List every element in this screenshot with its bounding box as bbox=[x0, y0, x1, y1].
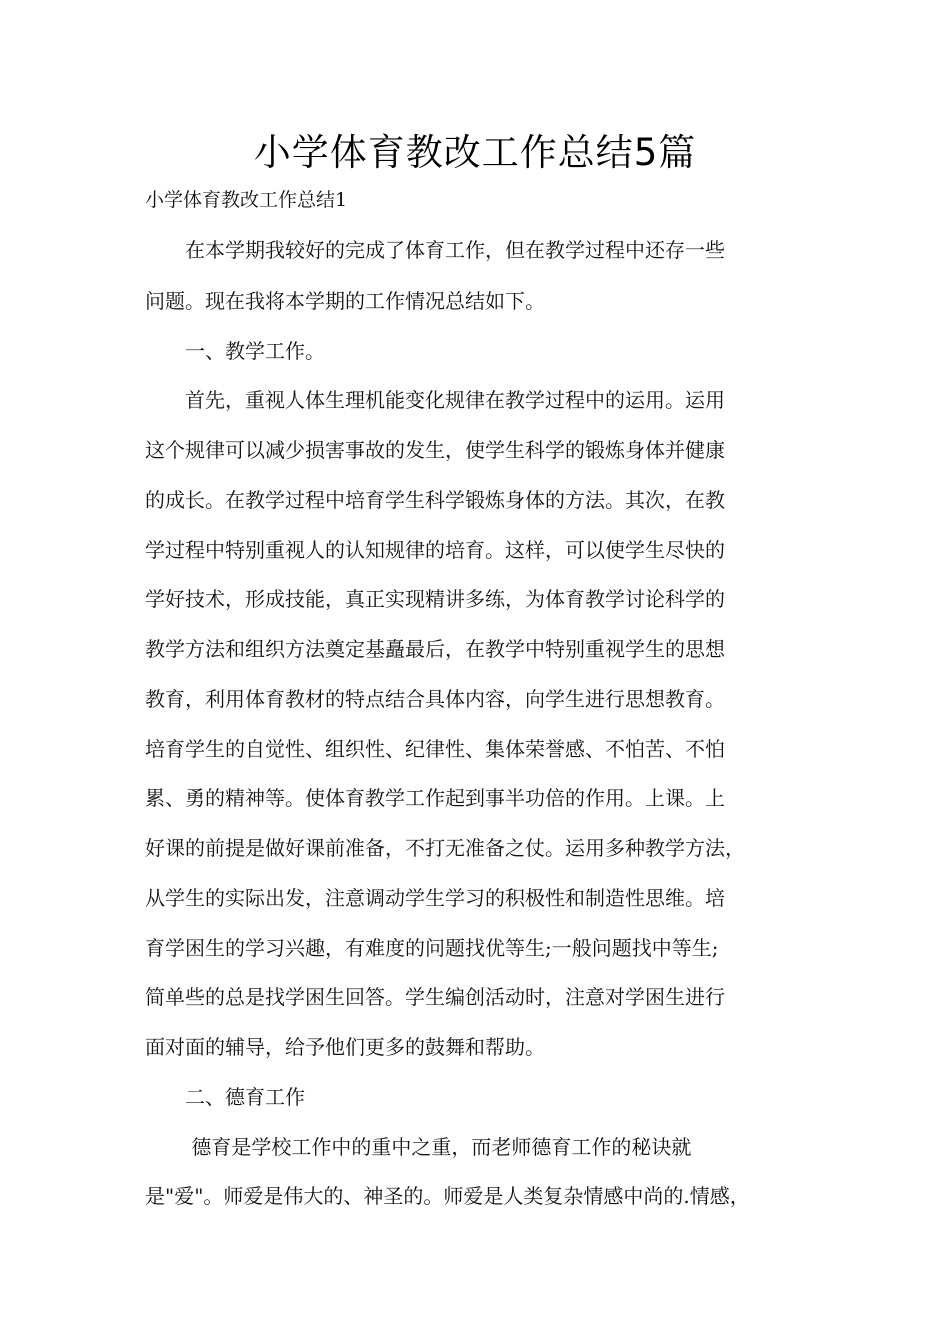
paragraph-line: 累、勇的精神等。使体育教学工作起到事半功倍的作用。上课。上 bbox=[145, 786, 725, 810]
paragraph-line: 学过程中特别重视人的认知规律的培育。这样，可以使学生尽快的 bbox=[145, 538, 725, 562]
document-title: 小学体育教改工作总结5篇 bbox=[253, 131, 697, 174]
paragraph-line: 育学困生的学习兴趣，有难度的问题找优等生;一般问题找中等生; bbox=[145, 936, 719, 960]
paragraph-line: 简单些的总是找学困生回答。学生编创活动时，注意对学困生进行 bbox=[145, 985, 725, 1009]
paragraph-line: 二、德育工作 bbox=[145, 1085, 305, 1109]
paragraph-line: 一、教学工作。 bbox=[145, 339, 325, 363]
paragraph-line: 从学生的实际出发，注意调动学生学习的积极性和制造性思维。培 bbox=[145, 886, 725, 910]
paragraph-line: 教学方法和组织方法奠定基矗最后，在教学中特别重视学生的思想 bbox=[145, 637, 725, 661]
paragraph-line: 好课的前提是做好课前准备，不打无准备之仗。运用多种教学方法， bbox=[145, 836, 745, 860]
paragraph-line: 首先，重视人体生理机能变化规律在教学过程中的运用。运用 bbox=[145, 388, 725, 412]
paragraph-line: 面对面的辅导，给予他们更多的鼓舞和帮助。 bbox=[145, 1035, 545, 1059]
paragraph-line: 的成长。在教学过程中培育学生科学锻炼身体的方法。其次，在教 bbox=[145, 488, 725, 512]
paragraph-line: 教育，利用体育教材的特点结合具体内容，向学生进行思想教育。 bbox=[145, 687, 725, 711]
paragraph-line: 学好技术，形成技能，真正实现精讲多练，为体育教学讨论科学的 bbox=[145, 587, 725, 611]
paragraph-line: 问题。现在我将本学期的工作情况总结如下。 bbox=[145, 289, 545, 313]
paragraph-line: 这个规律可以减少损害事故的发生，使学生科学的锻炼身体并健康 bbox=[145, 438, 725, 462]
section-heading: 小学体育教改工作总结1 bbox=[145, 189, 348, 211]
paragraph-line: 在本学期我较好的完成了体育工作，但在教学过程中还存一些 bbox=[145, 238, 725, 262]
paragraph-line: 德育是学校工作中的重中之重，而老师德育工作的秘诀就 bbox=[145, 1135, 692, 1159]
paragraph-line: 培育学生的自觉性、组织性、纪律性、集体荣誉感、不怕苦、不怕 bbox=[145, 737, 725, 761]
paragraph-line: 是"爱"。师爱是伟大的、神圣的。师爱是人类复杂情感中尚的.情感， bbox=[145, 1184, 750, 1208]
